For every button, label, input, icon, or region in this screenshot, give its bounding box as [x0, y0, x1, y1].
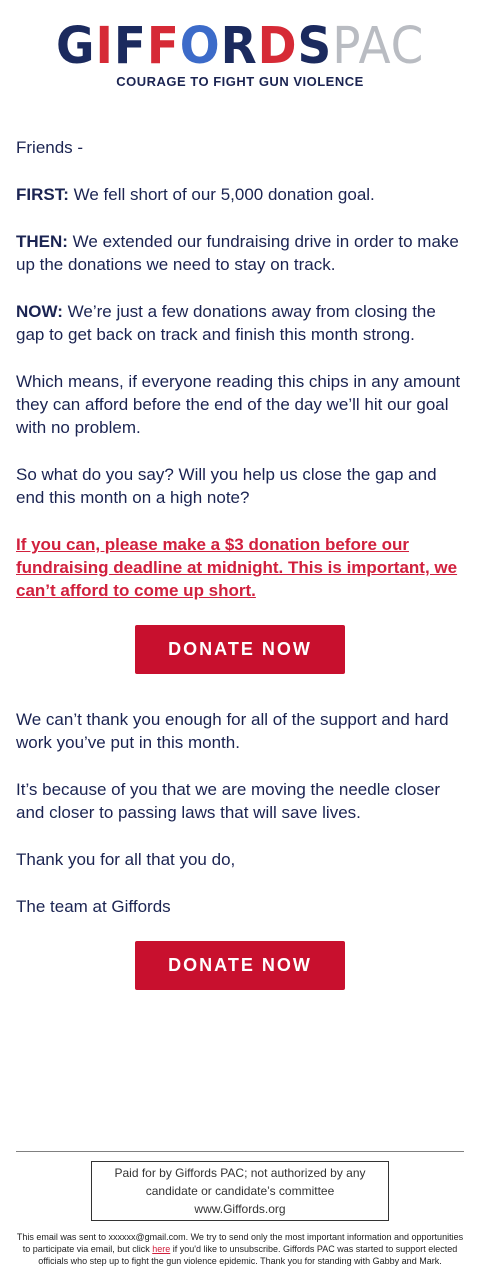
- signoff: The team at Giffords: [16, 897, 171, 916]
- now-paragraph: [16, 300, 464, 346]
- cta-paragraph: [16, 533, 464, 602]
- logo-letter: D: [257, 17, 298, 76]
- greeting: Friends -: [16, 138, 84, 157]
- because-paragraph: It’s because of you that we are moving the needle closer and closer to passing laws that will save lives.: [16, 780, 440, 822]
- unsubscribe-link[interactable]: here: [152, 1244, 171, 1254]
- logo-letter: F: [146, 17, 180, 76]
- donation-cta-link[interactable]: If you can, please make a $3 donation before our fundraising deadline at midnight. This is important, we can’t afford to come up short.: [16, 535, 458, 600]
- logo-letter: G: [55, 17, 96, 76]
- footer-fine-print: [16, 1231, 464, 1267]
- footer: [16, 1151, 464, 1267]
- logo-letters: [56, 17, 332, 76]
- logo-letter: R: [220, 17, 258, 76]
- then-label: THEN:: [16, 232, 68, 251]
- donate-button-row-2: [16, 941, 464, 990]
- then-paragraph: [16, 230, 464, 276]
- fine-print-after: if you'd like to unsubscribe. Giffords PAC was started to support elected officials who step up to fight the gun violence epidemic. Thank you for standing with Gabby and Mark.: [38, 1244, 458, 1266]
- now-text: We’re just a few donations away from closing the gap to get back on track and finish this month strong.: [16, 302, 436, 344]
- logo-letter: S: [297, 17, 333, 76]
- donate-button-row: [16, 625, 464, 674]
- logo-letter: I: [95, 17, 114, 76]
- donate-now-button[interactable]: DONATE NOW: [135, 625, 345, 674]
- paid-for-disclaimer: [91, 1161, 389, 1221]
- thanks-paragraph: We can’t thank you enough for all of the support and hard work you’ve put in this month.: [16, 710, 449, 752]
- paid-for-text: Paid for by Giffords PAC; not authorized by any candidate or candidate’s committee: [114, 1166, 366, 1198]
- first-text: We fell short of our 5,000 donation goal.: [68, 185, 375, 204]
- giffords-pac-logo: [0, 0, 480, 98]
- now-label: NOW:: [16, 302, 63, 321]
- logo-pac: PAC: [332, 17, 425, 76]
- logo-letter: O: [179, 17, 221, 76]
- donate-now-button-2[interactable]: DONATE NOW: [135, 941, 345, 990]
- fine-print-before: This email was sent to xxxxxx@gmail.com. We try to send only the most important information and opportunities to participate via email, but click: [16, 1232, 464, 1254]
- email-body: [0, 136, 480, 990]
- logo-wordmark: [55, 17, 425, 76]
- paid-for-website: www.Giffords.org: [194, 1202, 286, 1216]
- logo-letter: F: [113, 17, 147, 76]
- then-text: We extended our fundraising drive in order to make up the donations we need to stay on track.: [16, 232, 459, 274]
- ask-paragraph: So what do you say? Will you help us close the gap and end this month on a high note?: [16, 465, 437, 507]
- means-paragraph: Which means, if everyone reading this chips in any amount they can afford before the end of the day we’ll hit our goal with no problem.: [16, 372, 461, 437]
- first-label: FIRST:: [16, 185, 69, 204]
- first-paragraph: [16, 183, 464, 206]
- logo-tagline: COURAGE TO FIGHT GUN VIOLENCE: [116, 74, 364, 89]
- thank-you-paragraph: Thank you for all that you do,: [16, 850, 236, 869]
